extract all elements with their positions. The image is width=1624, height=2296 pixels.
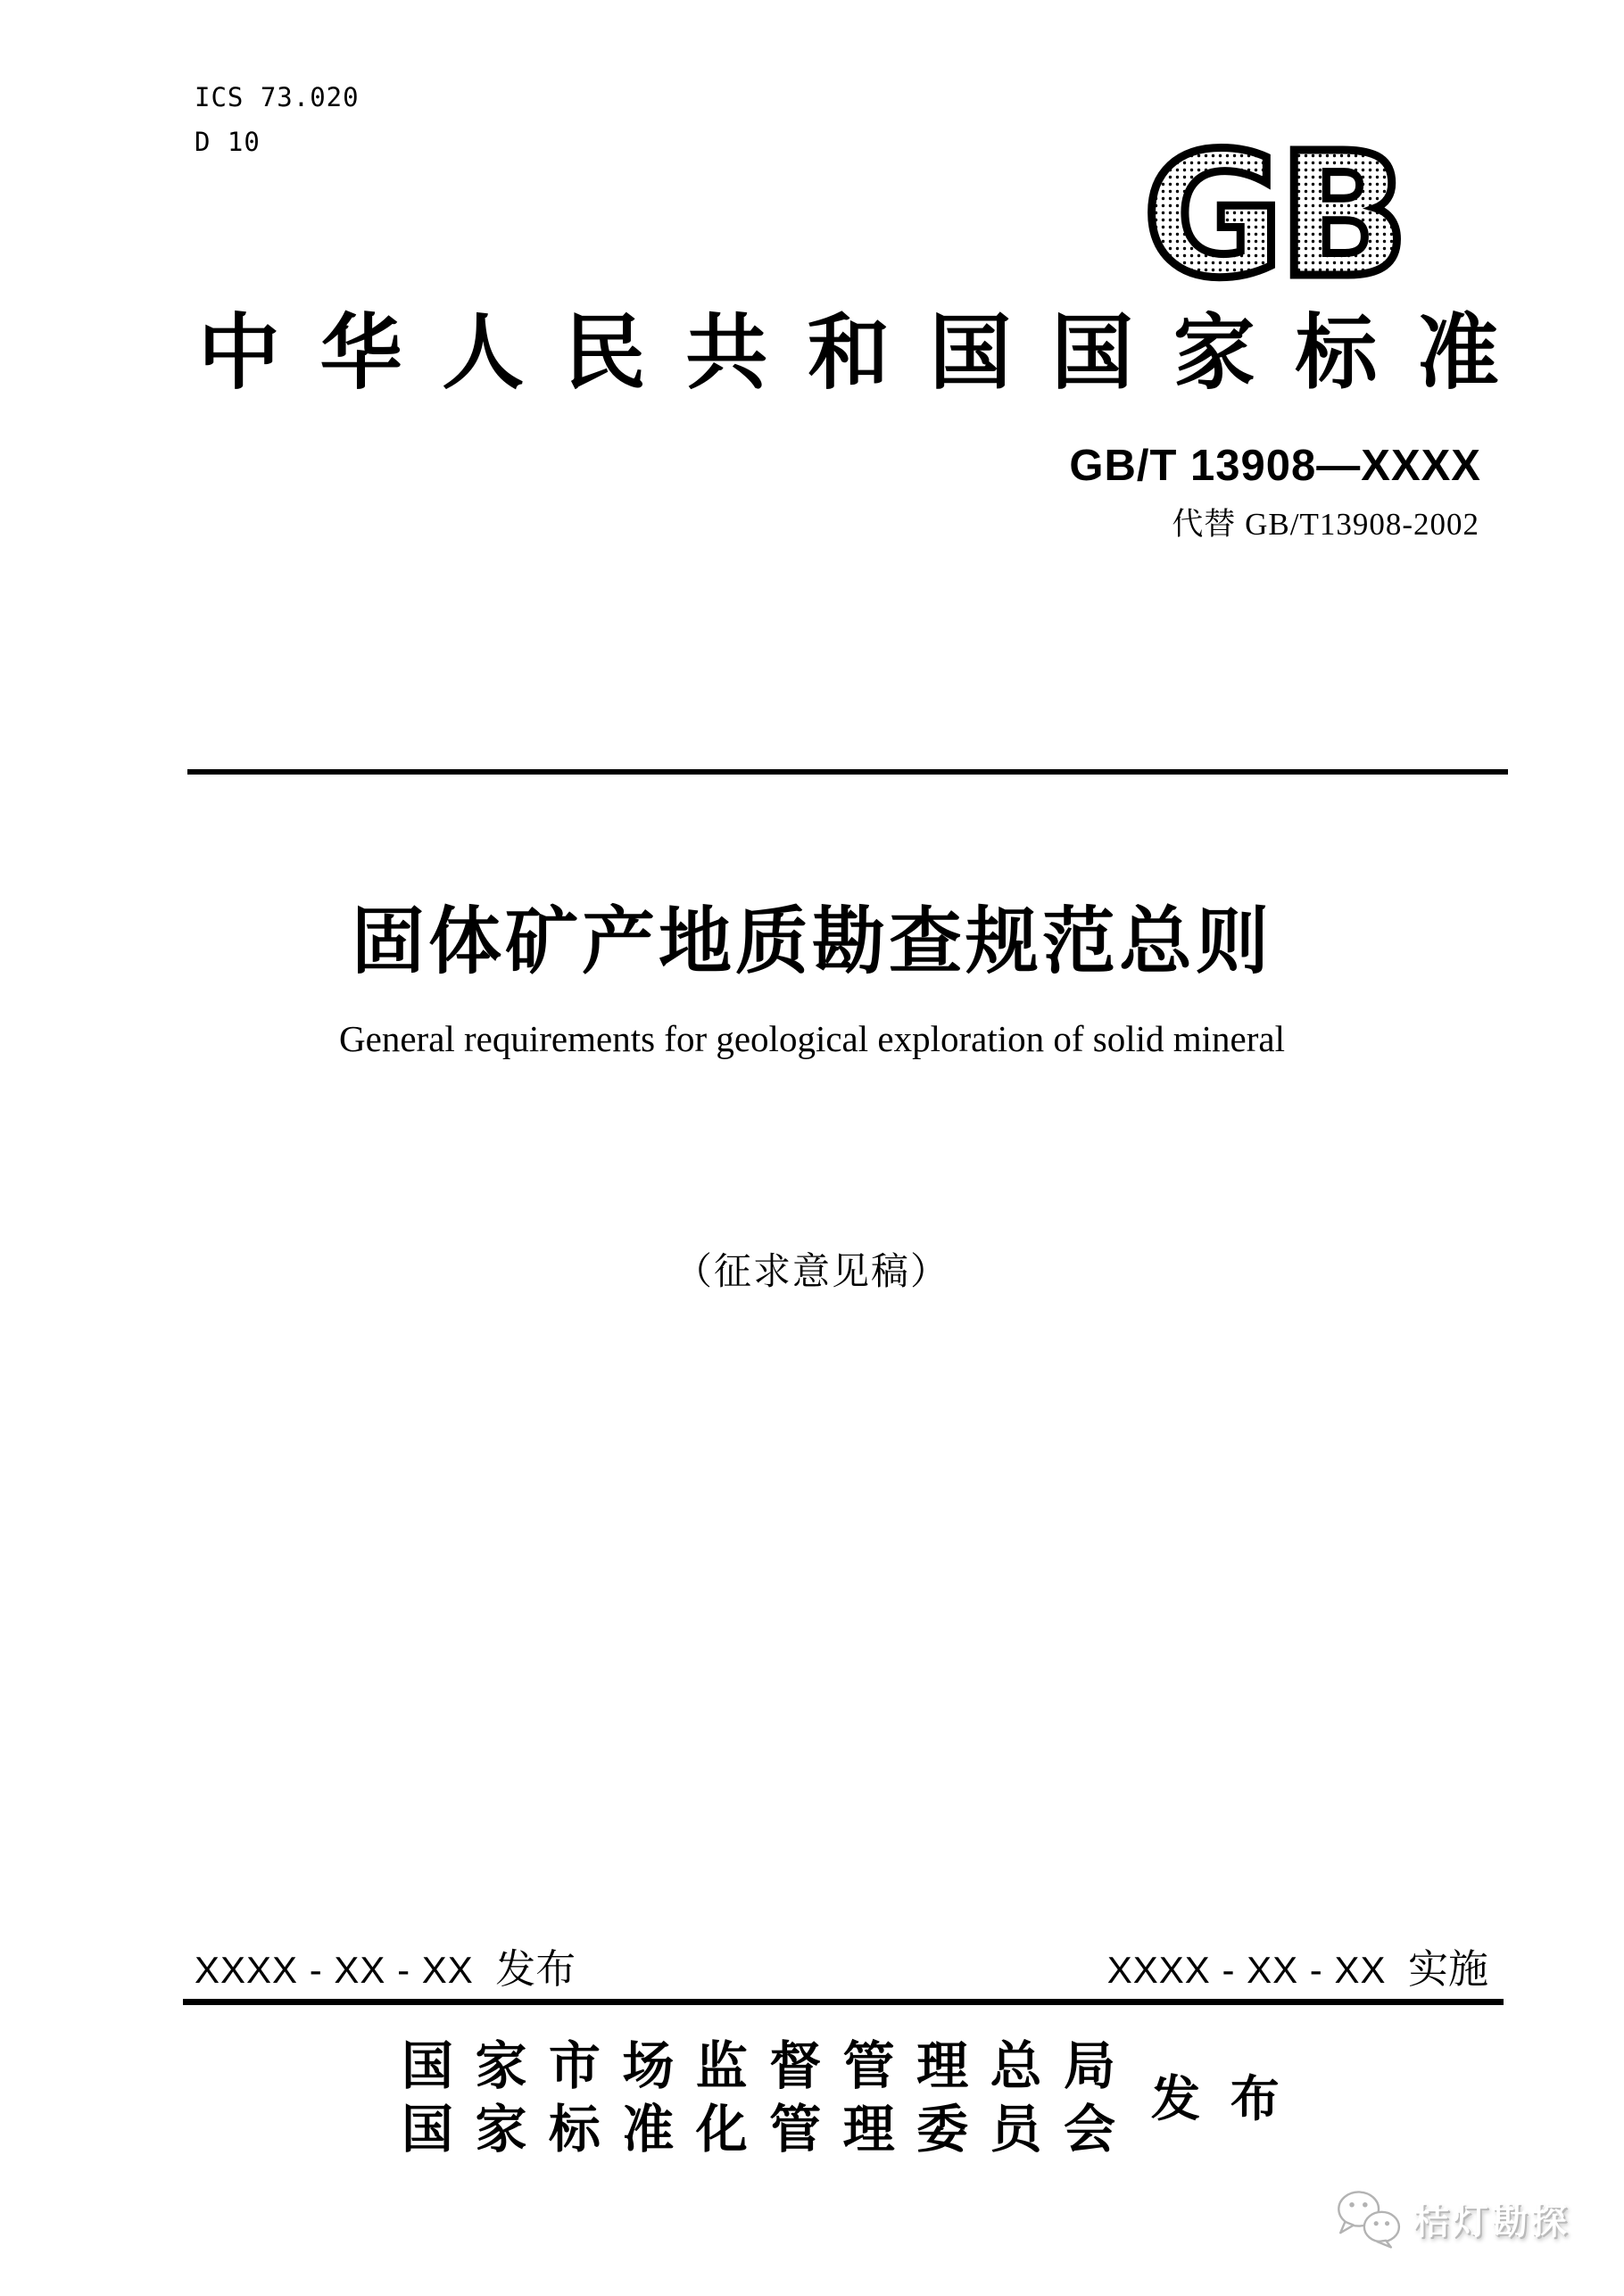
- national-standard-name: 中 华 人 民 共 和 国 国 家 标 准: [198, 308, 1500, 399]
- watermark-label: 桔灯勘探: [1413, 2201, 1570, 2242]
- standard-code: GB/T 13908—XXXX: [1069, 442, 1481, 490]
- doc-class-code: D 10: [195, 127, 261, 157]
- gb-logo: [1118, 125, 1429, 293]
- document-title-en: General requirements for geological exploration of solid mineral: [339, 1018, 1285, 1059]
- wechat-icon: [1335, 2188, 1406, 2249]
- bottom-divider: [183, 1999, 1504, 2005]
- watermark: [1335, 2188, 1570, 2249]
- issuing-agency-2: 国 家 标 准 化 管 理 委 员 会: [402, 2101, 1115, 2159]
- gb-logo-letters: GB: [1143, 125, 1404, 293]
- ics-code: ICS 73.020: [195, 82, 360, 112]
- implementation-date: XXXX - XX - XX: [1106, 1949, 1387, 1991]
- standard-replaces-note: 代替 GB/T13908-2002: [1172, 507, 1479, 542]
- implementation-date-label: 实施: [1407, 1946, 1488, 1992]
- document-title-zh: 固体矿产地质勘查规范总则: [351, 901, 1272, 982]
- draft-note: （征求意见稿）: [674, 1252, 949, 1293]
- issuing-agencies: [402, 2035, 1115, 2161]
- implementation-date-row: [1107, 1936, 1488, 1994]
- issue-date-label: 发布: [495, 1946, 576, 1992]
- top-divider: [187, 769, 1508, 775]
- publish-label: 发 布: [1151, 2072, 1288, 2126]
- issue-date: XXXX - XX - XX: [195, 1949, 474, 1991]
- issuing-agency-1: 国 家 市 场 监 督 管 理 总 局: [402, 2037, 1115, 2095]
- issue-date-row: [195, 1936, 576, 1994]
